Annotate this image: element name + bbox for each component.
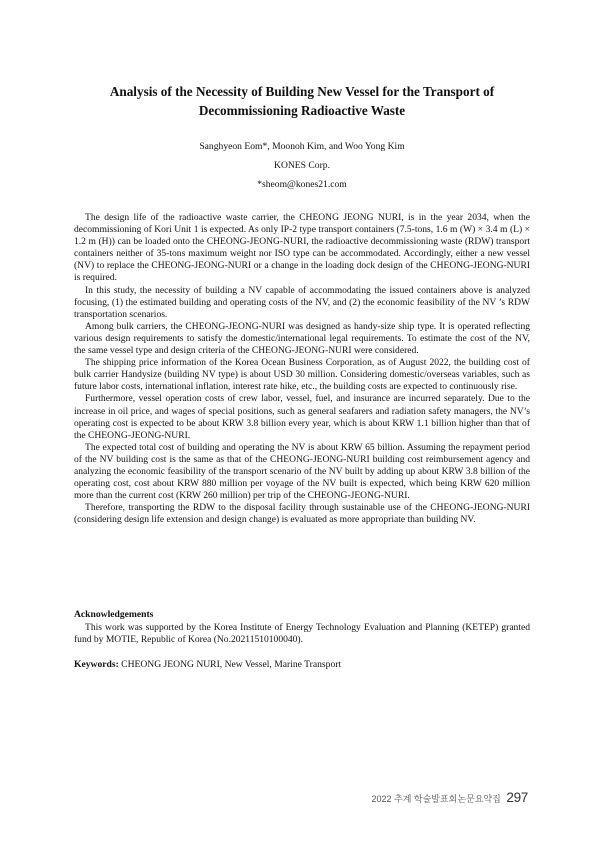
page-number: 297: [506, 790, 528, 805]
affiliation: KONES Corp.: [274, 160, 330, 171]
abstract-paragraph-5: Furthermore, vessel operation costs of crew labor, vessel, fuel, and insurance are incurred separately. Due to the increase in oil price, and wages of special positions, such as general seafarers and radiation safety managers, the NV’s operating cost is expected to be about KRW 3.8 billion every year, which is about KRW 1.1 billion higher than that of the CHEONG-JEONG-NURI.: [74, 393, 530, 441]
paper-title: [74, 82, 530, 120]
page-footer: [372, 790, 529, 805]
acknowledgements-heading: Acknowledgements: [74, 609, 154, 620]
keywords-label: Keywords:: [74, 659, 119, 670]
keywords-line: [74, 659, 530, 671]
title-line-1: Analysis of the Necessity of Building New Vessel for the Transport of: [109, 84, 495, 99]
keywords-text: CHEONG JEONG NURI, New Vessel, Marine Transport: [121, 659, 342, 670]
abstract-paragraph-7: Therefore, transporting the RDW to the disposal facility through sustainable use of the CHEONG-JEONG-NURI (considering design life extension and design change) is evaluated as more appropriate than building NV.: [74, 502, 530, 526]
proceedings-name: 2022 추계 학술발표회논문요약집: [371, 794, 501, 804]
acknowledgements-text: This work was supported by the Korea Institute of Energy Technology Evaluation and Planning (KETEP) granted fund by MOTIE, Republic of Korea (No.20211510100040).: [74, 622, 530, 646]
abstract-paragraph-3: Among bulk carriers, the CHEONG-JEONG-NURI was designed as handy-size ship type. It is operated reflecting various design requirements to satisfy the domestic/international legal requirements. To estimate the cost of the NV, the same vessel type and design criteria of the CHEONG-JEONG-NURI were considered.: [74, 320, 530, 357]
abstract-body: [74, 212, 530, 526]
abstract-paragraph-6: The expected total cost of building and operating the NV is about KRW 65 billion. Assuming the repayment period of the NV building cost is the same as that of the CHEONG-JEONG-NURI building cost reimbursement agency and analyzing the economic feasibility of the transport scenario of the NV built by adding up about KRW 3.8 billion of the operating cost, cost about KRW 880 million per voyage of the NV built is expected, which being KRW 620 million more than the current cost (KRW 260 million) per trip of the CHEONG-JEONG-NURI.: [74, 441, 530, 502]
abstract-paragraph-1: The design life of the radioactive waste carrier, the CHEONG JEONG NURI, is in the year 2034, when the decommissioning of Kori Unit 1 is expected. As only IP-2 type transport containers (7.5-tons, 1.6 m (W) × 3.4 m (L) × 1.2 m (H)) can be loaded onto the CHEONG-JEONG-NURI, the radioactive decommissioning waste (RDW) transport containers neither of 35-tons maximum weight nor ISO type can be accommodated. Accordingly, either a new vessel (NV) to replace the CHEONG-JEONG-NURI or a change in the loading dock design of the CHEONG-JEONG-NURI is required.: [74, 212, 530, 284]
abstract-paragraph-4: The shipping price information of the Korea Ocean Business Corporation, as of August 2022, the building cost of bulk carrier Handysize (building NV type) is about USD 30 million. Considering domestic/overseas variables, such as future labor costs, international inflation, interest rate hike, etc., the building costs are expected to continuously rise.: [74, 357, 530, 393]
abstract-paragraph-2: In this study, the necessity of building a NV capable of accommodating the issued containers above is analyzed focusing, (1) the estimated building and operating costs of the NV, and (2) the economic feasibility of the NV ’s RDW transportation scenarios.: [74, 284, 530, 320]
corresponding-email: *sheom@kones21.com: [257, 179, 347, 190]
acknowledgements-section: [74, 622, 530, 646]
author-list: Sanghyeon Eom*, Moonoh Kim, and Woo Yong Kim: [199, 141, 405, 152]
title-line-2: Decommissioning Radioactive Waste: [198, 103, 406, 118]
